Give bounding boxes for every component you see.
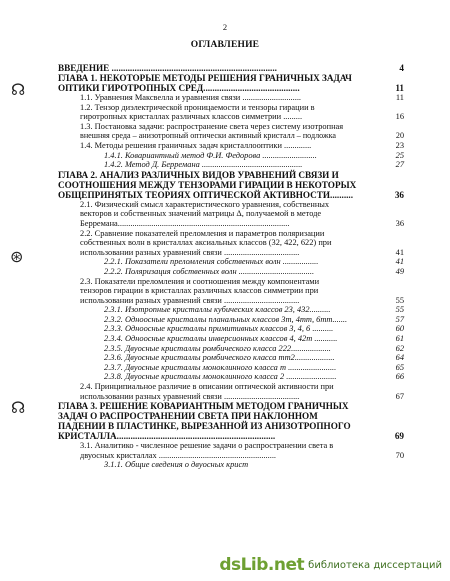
toc-entry: 2.3.7. Двуосные кристаллы моноклинного класса m ....................... 65 (104, 362, 404, 372)
toc-entry: 2.3.2. Одноосные кристаллы планальных классов 3m, 4mm, 6mm....... 57 (104, 314, 404, 324)
toc-entry: 2.3.4. Одноосные кристаллы инверсионных классов 4, 42m ........... 61 (104, 334, 404, 344)
toc-entry: 2.2. Сравнение показателей преломления и параметров поляризации (80, 228, 325, 238)
toc-entry: ГЛАВА 1. НЕКОТОРЫЕ МЕТОДЫ РЕШЕНИЯ ГРАНИЧНЫХ ЗАДАЧ (58, 73, 352, 83)
toc-entry: собственных волн в кристаллах аксиальных классов (32, 422, 622) при (80, 238, 332, 248)
toc-entry: 1.4.1. Ковариантный метод Ф.И. Федорова .......................... 25 (104, 150, 404, 160)
toc-entry: двуосных кристаллах ........................................................ 70 (80, 450, 404, 460)
toc-entry: гиротропных кристаллах различных классов симметрии ......... 16 (80, 112, 404, 122)
table-of-contents (58, 63, 404, 470)
margin-mark-icon: ☊ (11, 80, 26, 99)
watermark (219, 555, 442, 575)
toc-entry: внешняя среда – анизотропный оптически активный кристалл – подложка 20 (80, 131, 404, 141)
toc-entry: тензоров гирации в кристаллах различных классов симметрии при (80, 286, 319, 296)
toc-entry: использовании разных уравнений связи .................................... 67 (80, 391, 404, 401)
toc-entry: 1.4.2. Метод Д. Берремана ................................................ 27 (104, 160, 404, 170)
margin-mark-icon: ☊ (11, 398, 26, 417)
watermark-text: библиотека диссертаций (308, 559, 442, 571)
toc-entry: использовании разных уравнений связи .................................... 55 (80, 295, 404, 305)
toc-entry: 1.1. Уравнения Максвелла и уравнения связи ............................ 11 (80, 93, 404, 102)
toc-entry: векторов и собственных значений матрицы Δ, получаемой в методе (80, 209, 322, 219)
page-number: 2 (222, 22, 228, 32)
toc-entry: 2.4. Принципиальное различие в описании оптической активности при (80, 382, 334, 392)
toc-entry: 2.2.2. Поляризация собственных волн .................................... 49 (104, 266, 404, 276)
toc-entry: ПАДЕНИИ В ПЛАСТИНКЕ, ВЫРЕЗАННОЙ ИЗ АНИЗОТРОПНОГО (58, 421, 351, 432)
margin-mark-icon: ⊛ (10, 247, 24, 266)
toc-entry: ВВЕДЕНИЕ ........................................................................ 4 (58, 63, 404, 73)
toc-entry: 2.3.5. Двуосные кристаллы ромбического класса 222................... 62 (104, 343, 404, 353)
toc-entry: 2.3. Показатели преломления и соотношения между компонентами (80, 276, 320, 286)
toc-entry: использовании разных уравнений связи .................................... 41 (80, 247, 404, 257)
toc-entry: КРИСТАЛЛА..................................................................... 69 (58, 431, 404, 442)
toc-entry: 2.3.1. Изотропные кристаллы кубических классов 23, 432.......... 55 (104, 305, 404, 315)
page-title: ОГЛАВЛЕНИЕ (190, 40, 260, 50)
toc-entry: ОБЩЕПРИНЯТЫХ ТЕОРИЯХ ОПТИЧЕСКОЙ АКТИВНОСТИ.......... 36 (58, 189, 404, 200)
toc-entry: 2.3.6. Двуосные кристаллы ромбического класса mm2................... 64 (104, 353, 404, 363)
toc-entry: ЗАДАЧ О РАСПРОСТРАНЕНИИ СВЕТА ПРИ НАКЛОННОМ (58, 411, 318, 422)
toc-entry: 3.1. Аналитико - численное решение задачи о распространении света в (80, 441, 334, 451)
toc-entry: 2.3.3. Одноосные кристаллы примитивных классов 3, 4, 6 .......... 60 (104, 324, 404, 334)
dslib-logo: dsLib.net (219, 555, 305, 575)
toc-entry: 2.2.1. Показатели преломления собственных волн ................. 41 (104, 257, 404, 267)
toc-entry: ОПТИКИ ГИРОТРОПНЫХ СРЕД.......................................... 11 (58, 83, 404, 93)
toc-entry: 2.1. Физический смысл характеристического уравнения, собственных (80, 199, 330, 209)
toc-entry: 1.3. Постановка задачи: распространение света через систему изотропная (80, 121, 344, 131)
toc-entry: 2.3.8. Двуосные кристаллы моноклинного класса 2 ........................ 66 (104, 372, 404, 382)
toc-entry: ГЛАВА 3. РЕШЕНИЕ КОВАРИАНТНЫМ МЕТОДОМ ГРАНИЧНЫХ (58, 401, 349, 412)
toc-entry: 3.1.1. Общие сведения о двуосных крист (104, 460, 249, 470)
toc-entry: СООТНОШЕНИЯ МЕЖДУ ТЕНЗОРАМИ ГИРАЦИИ В НЕКОТОРЫХ (58, 179, 357, 190)
toc-entry: 1.2. Тензор диэлектрической проницаемости и тензоры гирации в (80, 102, 315, 112)
toc-entry: Берремана.................................................................................. 36 (80, 218, 404, 228)
toc-entry: ГЛАВА 2. АНАЛИЗ РАЗЛИЧНЫХ ВИДОВ УРАВНЕНИЙ СВЯЗИ И (58, 169, 339, 180)
toc-entry: 1.4. Методы решения граничных задач кристаллооптики ............. 23 (80, 140, 404, 150)
